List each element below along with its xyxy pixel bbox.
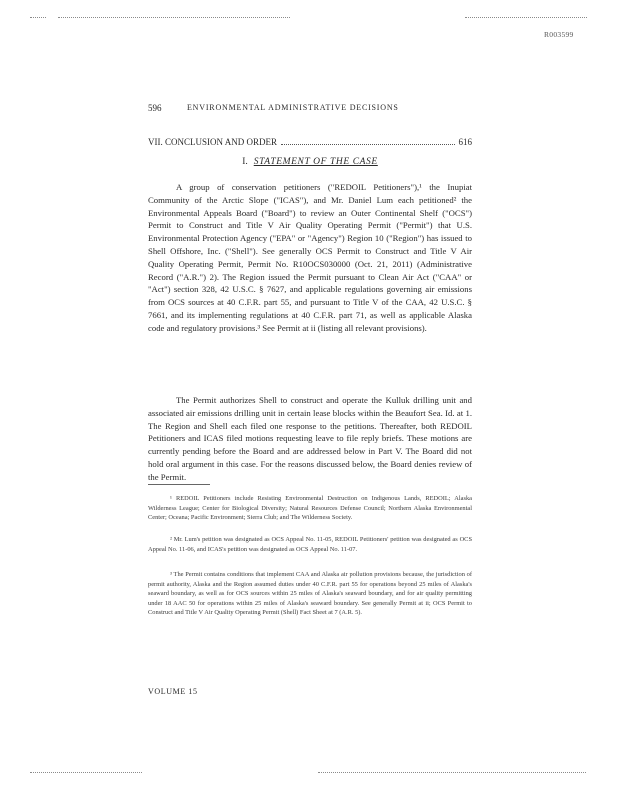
- toc-dot-leader: [281, 144, 454, 145]
- body-paragraph-1: A group of conservation petitioners ("REDOIL Petitioners"),¹ the Inupiat Community of the Arctic Slope ("ICAS"), and Mr. Daniel Lum each petitioned² the Environmental Appeals Board ("Board") to review an Outer Continental Shelf ("OCS") Permit to Construct and Title V Air Quality Operating Permit ("Permit") that U.S. Environmental Protection Agency ("EPA" or "Agency") Region 10 ("Region") has issued to Shell Offshore, Inc. ("Shell"). See generally OCS Permit to Construct and Title V Air Quality Operating Permit, Permit No. R10OCS030000 (Oct. 21, 2011) (Administrative Record ("A.R.") 2). The Region issued the Permit pursuant to Clean Air Act ("CAA" or "Act") section 328, 42 U.S.C. § 7627, and applicable regulations governing air emissions from OCS sources at 40 C.F.R. part 55, and pursuant to Title V of the CAA, 42 U.S.C. § 7661, and its implementing regulations at 40 C.F.R. part 71, as well as applicable Alaska code and regulatory provisions.³ See Permit at ii (listing all relevant provisions).: [148, 182, 472, 333]
- section-number: I.: [242, 157, 248, 167]
- scan-artifact-line: [30, 17, 46, 18]
- toc-entry: [148, 137, 472, 147]
- volume-label: VOLUME 15: [148, 687, 198, 696]
- section-title: STATEMENT OF THE CASE: [253, 157, 378, 167]
- footnote-3: ³ The Permit contains conditions that implement CAA and Alaska air pollution provisions because, the jurisdiction of permit authority, Alaska and the Region assumed duties under 40 C.F.R. part 55 for operations beyond 25 miles of Alaska's seaward boundary, as well as for OCS sources within 25 miles of Alaska's seaward boundary, and for air quality permitting under 18 AAC 50 for operations within 25 miles of Alaska's seaward boundary. See generally Permit at ii; OCS Permit to Construct and Title V Air Quality Operating Permit (Shell) Fact Sheet at 7 (A.R. 5).: [148, 571, 472, 617]
- footnote-1: ¹ REDOIL Petitioners include Resisting Environmental Destruction on Indigenous Lands, REDOIL; Alaska Wilderness League; Center for Biological Diversity; Natural Resources Defense Council; Northern Alaska Environmental Center; Oceana; Pacific Environment; Sierra Club; and The Wilderness Society.: [148, 495, 472, 522]
- toc-entry-page: 616: [458, 137, 472, 147]
- scan-artifact-line: [58, 17, 290, 18]
- page-number: 596: [148, 103, 162, 113]
- toc-entry-label: VII. CONCLUSION AND ORDER: [148, 137, 278, 147]
- scan-artifact-line: [465, 17, 587, 18]
- scan-artifact-line: [318, 772, 586, 773]
- scan-artifact-line: [30, 772, 142, 773]
- bates-number: R003599: [544, 30, 574, 39]
- body-paragraph-2: The Permit authorizes Shell to construct and operate the Kulluk drilling unit and associated air emissions drilling unit in certain lease blocks within the Beaufort Sea. Id. at 1. The Region and Shell each filed one response to the petitions. Thereafter, both REDOIL Petitioners and ICAS filed motions requesting leave to file reply briefs. These motions are currently pending before the Board and are addressed below in Part V. The Board did not hold oral argument in this case. For the reasons discussed below, the Board denies review of the Permit.: [148, 395, 472, 482]
- footnote-2: ² Mr. Lum's petition was designated as OCS Appeal No. 11-05, REDOIL Petitioners' petition was designated as OCS Appeal No. 11-06, and ICAS's petition was designated as OCS Appeal No. 11-07.: [148, 536, 472, 553]
- section-heading: [148, 157, 472, 167]
- footnote-divider: [148, 484, 210, 485]
- running-head: ENVIRONMENTAL ADMINISTRATIVE DECISIONS: [187, 103, 399, 112]
